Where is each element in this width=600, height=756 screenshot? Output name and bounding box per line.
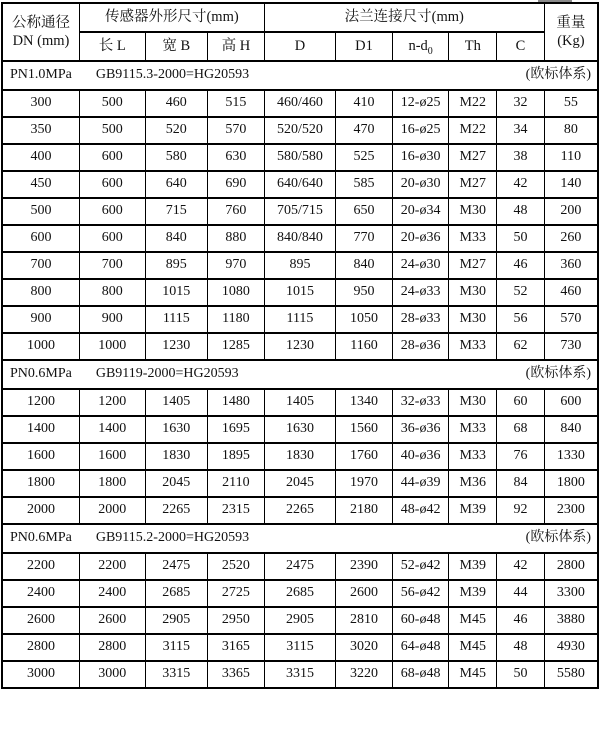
table-cell: 32-ø33 bbox=[392, 389, 449, 416]
table-cell: 1760 bbox=[336, 443, 393, 470]
table-cell: 1630 bbox=[145, 416, 208, 443]
section-pressure-label: PN1.0MPa bbox=[10, 67, 72, 83]
table-cell: 2400 bbox=[2, 580, 79, 607]
table-cell: 1015 bbox=[145, 279, 208, 306]
table-cell: 2600 bbox=[2, 607, 79, 634]
dimension-spec-table bbox=[1, 2, 599, 689]
table-row bbox=[2, 144, 598, 171]
table-cell: 840/840 bbox=[264, 225, 336, 252]
table-cell: 760 bbox=[208, 198, 265, 225]
table-cell: 2600 bbox=[79, 607, 145, 634]
table-cell: 600 bbox=[79, 225, 145, 252]
table-cell: 2180 bbox=[336, 497, 393, 524]
table-cell: 950 bbox=[336, 279, 393, 306]
table-cell: 840 bbox=[544, 416, 598, 443]
col-header-d1: D1 bbox=[336, 32, 393, 61]
table-row bbox=[2, 553, 598, 580]
table-cell: 3220 bbox=[336, 661, 393, 688]
table-cell: 585 bbox=[336, 171, 393, 198]
table-cell: 1600 bbox=[79, 443, 145, 470]
table-cell: 1230 bbox=[145, 333, 208, 360]
table-row bbox=[2, 389, 598, 416]
table-cell: 2800 bbox=[79, 634, 145, 661]
table-cell: 60-ø48 bbox=[392, 607, 449, 634]
table-cell: 770 bbox=[336, 225, 393, 252]
table-cell: 3315 bbox=[145, 661, 208, 688]
table-cell: 2265 bbox=[145, 497, 208, 524]
table-cell: 76 bbox=[497, 443, 545, 470]
table-cell: 1160 bbox=[336, 333, 393, 360]
table-cell: 50 bbox=[497, 225, 545, 252]
table-cell: 900 bbox=[2, 306, 79, 333]
table-cell: 2265 bbox=[264, 497, 336, 524]
table-cell: 2000 bbox=[79, 497, 145, 524]
table-cell: 50 bbox=[497, 661, 545, 688]
table-cell: M22 bbox=[449, 117, 497, 144]
table-cell: 410 bbox=[336, 90, 393, 117]
table-cell: 2000 bbox=[2, 497, 79, 524]
table-cell: 20-ø30 bbox=[392, 171, 449, 198]
table-cell: 40-ø36 bbox=[392, 443, 449, 470]
table-cell: 46 bbox=[497, 252, 545, 279]
table-cell: 1200 bbox=[79, 389, 145, 416]
section-header-row bbox=[2, 61, 598, 90]
table-row bbox=[2, 443, 598, 470]
table-cell: 2950 bbox=[208, 607, 265, 634]
table-cell: 68-ø48 bbox=[392, 661, 449, 688]
table-cell: 3165 bbox=[208, 634, 265, 661]
table-cell: M33 bbox=[449, 443, 497, 470]
table-cell: 600 bbox=[2, 225, 79, 252]
col-header-dn-line1: 公称通径 bbox=[11, 14, 70, 31]
table-cell: M22 bbox=[449, 90, 497, 117]
section-pressure-label: PN0.6MPa bbox=[10, 530, 72, 546]
table-cell: 400 bbox=[2, 144, 79, 171]
col-header-dn bbox=[2, 3, 79, 61]
table-cell: 1200 bbox=[2, 389, 79, 416]
table-cell: 2520 bbox=[208, 553, 265, 580]
table-cell: M30 bbox=[449, 198, 497, 225]
table-cell: 1285 bbox=[208, 333, 265, 360]
table-cell: 580/580 bbox=[264, 144, 336, 171]
section-header-inner bbox=[3, 530, 597, 546]
table-cell: 300 bbox=[2, 90, 79, 117]
table-cell: M33 bbox=[449, 225, 497, 252]
table-cell: 840 bbox=[336, 252, 393, 279]
table-cell: M45 bbox=[449, 607, 497, 634]
table-cell: 1895 bbox=[208, 443, 265, 470]
table-cell: 1330 bbox=[544, 443, 598, 470]
table-cell: 525 bbox=[336, 144, 393, 171]
table-row bbox=[2, 90, 598, 117]
table-cell: 1115 bbox=[264, 306, 336, 333]
table-cell: 2800 bbox=[2, 634, 79, 661]
table-cell: 840 bbox=[145, 225, 208, 252]
table-cell: 600 bbox=[79, 198, 145, 225]
table-cell: 2600 bbox=[336, 580, 393, 607]
table-cell: 3365 bbox=[208, 661, 265, 688]
table-cell: 800 bbox=[2, 279, 79, 306]
table-cell: 700 bbox=[2, 252, 79, 279]
table-cell: 460/460 bbox=[264, 90, 336, 117]
table-cell: 2315 bbox=[208, 497, 265, 524]
table-cell: 140 bbox=[544, 171, 598, 198]
table-cell: 460 bbox=[544, 279, 598, 306]
table-cell: 5580 bbox=[544, 661, 598, 688]
table-row bbox=[2, 634, 598, 661]
table-cell: 1180 bbox=[208, 306, 265, 333]
table-cell: 60 bbox=[497, 389, 545, 416]
table-cell: 705/715 bbox=[264, 198, 336, 225]
table-cell: 48-ø42 bbox=[392, 497, 449, 524]
table-cell: 62 bbox=[497, 333, 545, 360]
col-header-dn-line2: DN (mm) bbox=[12, 33, 70, 49]
table-cell: 56-ø42 bbox=[392, 580, 449, 607]
table-cell: 600 bbox=[79, 171, 145, 198]
table-cell: 32 bbox=[497, 90, 545, 117]
section-header-left bbox=[10, 366, 239, 382]
table-row bbox=[2, 306, 598, 333]
table-row bbox=[2, 333, 598, 360]
table-cell: 640 bbox=[145, 171, 208, 198]
table-cell: 900 bbox=[79, 306, 145, 333]
table-cell: M39 bbox=[449, 553, 497, 580]
section-note-label: (欧标体系) bbox=[525, 67, 591, 83]
table-cell: 2300 bbox=[544, 497, 598, 524]
table-cell: 80 bbox=[544, 117, 598, 144]
table-cell: 1830 bbox=[264, 443, 336, 470]
table-cell: 1000 bbox=[79, 333, 145, 360]
table-cell: 48 bbox=[497, 198, 545, 225]
table-cell: 1800 bbox=[79, 470, 145, 497]
table-cell: 500 bbox=[79, 90, 145, 117]
table-cell: 520 bbox=[145, 117, 208, 144]
table-cell: 20-ø34 bbox=[392, 198, 449, 225]
table-row bbox=[2, 117, 598, 144]
table-cell: 2045 bbox=[145, 470, 208, 497]
table-cell: 1695 bbox=[208, 416, 265, 443]
table-cell: M45 bbox=[449, 661, 497, 688]
table-cell: 2200 bbox=[2, 553, 79, 580]
section-standard-label: GB9115.3-2000=HG20593 bbox=[95, 67, 250, 83]
table-cell: 2475 bbox=[145, 553, 208, 580]
table-cell: 360 bbox=[544, 252, 598, 279]
table-cell: 1400 bbox=[79, 416, 145, 443]
table-cell: 2905 bbox=[264, 607, 336, 634]
table-cell: 16-ø25 bbox=[392, 117, 449, 144]
table-cell: M27 bbox=[449, 144, 497, 171]
table-cell: 3315 bbox=[264, 661, 336, 688]
table-cell: 650 bbox=[336, 198, 393, 225]
table-row bbox=[2, 497, 598, 524]
table-cell: 2390 bbox=[336, 553, 393, 580]
table-cell: 2800 bbox=[544, 553, 598, 580]
table-cell: 3000 bbox=[79, 661, 145, 688]
table-cell: M30 bbox=[449, 279, 497, 306]
table-cell: 970 bbox=[208, 252, 265, 279]
table-body bbox=[2, 61, 598, 688]
table-cell: 2685 bbox=[264, 580, 336, 607]
table-cell: 2905 bbox=[145, 607, 208, 634]
section-standard-label: GB9119-2000=HG20593 bbox=[95, 366, 239, 382]
table-cell: 1405 bbox=[264, 389, 336, 416]
section-standard-label: GB9115.2-2000=HG20593 bbox=[95, 530, 250, 546]
table-cell: 895 bbox=[145, 252, 208, 279]
table-cell: 110 bbox=[544, 144, 598, 171]
table-cell: 690 bbox=[208, 171, 265, 198]
col-header-nd0 bbox=[392, 32, 449, 61]
table-cell: 2475 bbox=[264, 553, 336, 580]
table-cell: 1080 bbox=[208, 279, 265, 306]
table-cell: 1480 bbox=[208, 389, 265, 416]
table-cell: 450 bbox=[2, 171, 79, 198]
table-cell: 3300 bbox=[544, 580, 598, 607]
col-header-width: 宽 B bbox=[145, 32, 208, 61]
table-row bbox=[2, 252, 598, 279]
table-cell: 580 bbox=[145, 144, 208, 171]
table-cell: 3000 bbox=[2, 661, 79, 688]
table-row bbox=[2, 171, 598, 198]
table-cell: 715 bbox=[145, 198, 208, 225]
table-cell: M30 bbox=[449, 306, 497, 333]
table-cell: 2810 bbox=[336, 607, 393, 634]
table-row bbox=[2, 225, 598, 252]
section-header-inner bbox=[3, 366, 597, 382]
table-cell: 460 bbox=[145, 90, 208, 117]
table-cell: 3880 bbox=[544, 607, 598, 634]
table-cell: 2200 bbox=[79, 553, 145, 580]
section-header-cell bbox=[2, 360, 598, 389]
table-cell: 1800 bbox=[544, 470, 598, 497]
table-cell: 52 bbox=[497, 279, 545, 306]
table-cell: 880 bbox=[208, 225, 265, 252]
table-cell: 3115 bbox=[264, 634, 336, 661]
table-cell: M33 bbox=[449, 333, 497, 360]
table-cell: 20-ø36 bbox=[392, 225, 449, 252]
table-cell: M27 bbox=[449, 252, 497, 279]
table-cell: 1970 bbox=[336, 470, 393, 497]
table-cell: 1400 bbox=[2, 416, 79, 443]
col-header-height: 高 H bbox=[208, 32, 265, 61]
table-cell: 260 bbox=[544, 225, 598, 252]
col-header-weight bbox=[544, 3, 598, 61]
table-cell: 700 bbox=[79, 252, 145, 279]
section-pressure-label: PN0.6MPa bbox=[10, 366, 72, 382]
table-cell: 52-ø42 bbox=[392, 553, 449, 580]
section-header-left bbox=[10, 530, 249, 546]
table-cell: 42 bbox=[497, 171, 545, 198]
table-cell: 1560 bbox=[336, 416, 393, 443]
table-cell: 28-ø36 bbox=[392, 333, 449, 360]
table-cell: 4930 bbox=[544, 634, 598, 661]
table-cell: 64-ø48 bbox=[392, 634, 449, 661]
table-cell: 1050 bbox=[336, 306, 393, 333]
table-cell: 44 bbox=[497, 580, 545, 607]
section-header-row bbox=[2, 360, 598, 389]
table-row bbox=[2, 661, 598, 688]
table-cell: 200 bbox=[544, 198, 598, 225]
header-row-columns bbox=[2, 32, 598, 61]
table-cell: 1115 bbox=[145, 306, 208, 333]
table-cell: 46 bbox=[497, 607, 545, 634]
col-header-sensor-group: 传感器外形尺寸(mm) bbox=[79, 3, 264, 32]
table-cell: 600 bbox=[79, 144, 145, 171]
table-row bbox=[2, 607, 598, 634]
table-cell: 895 bbox=[264, 252, 336, 279]
col-header-nd0-subscript: 0 bbox=[427, 46, 433, 58]
header-row-groups bbox=[2, 3, 598, 32]
table-cell: 1630 bbox=[264, 416, 336, 443]
table-cell: 1015 bbox=[264, 279, 336, 306]
table-cell: 2045 bbox=[264, 470, 336, 497]
table-cell: 1340 bbox=[336, 389, 393, 416]
section-note-label: (欧标体系) bbox=[525, 530, 591, 546]
col-header-length: 长 L bbox=[79, 32, 145, 61]
table-cell: 2685 bbox=[145, 580, 208, 607]
section-header-cell bbox=[2, 524, 598, 553]
table-cell: 500 bbox=[79, 117, 145, 144]
table-cell: 1405 bbox=[145, 389, 208, 416]
col-header-weight-line2: (Kg) bbox=[557, 33, 585, 49]
table-row bbox=[2, 580, 598, 607]
table-cell: 500 bbox=[2, 198, 79, 225]
table-header bbox=[2, 3, 598, 61]
table-cell: 3115 bbox=[145, 634, 208, 661]
table-cell: M39 bbox=[449, 580, 497, 607]
section-note-label: (欧标体系) bbox=[525, 366, 591, 382]
table-row bbox=[2, 279, 598, 306]
table-row bbox=[2, 416, 598, 443]
table-cell: 92 bbox=[497, 497, 545, 524]
col-header-flange-group: 法兰连接尺寸(mm) bbox=[264, 3, 544, 32]
table-row bbox=[2, 198, 598, 225]
table-cell: 38 bbox=[497, 144, 545, 171]
table-cell: 2400 bbox=[79, 580, 145, 607]
section-header-cell bbox=[2, 61, 598, 90]
col-header-weight-line1: 重量 bbox=[556, 14, 586, 31]
table-cell: 24-ø30 bbox=[392, 252, 449, 279]
table-cell: 630 bbox=[208, 144, 265, 171]
table-cell: M30 bbox=[449, 389, 497, 416]
table-cell: 16-ø30 bbox=[392, 144, 449, 171]
table-cell: 56 bbox=[497, 306, 545, 333]
table-cell: 12-ø25 bbox=[392, 90, 449, 117]
table-cell: 1600 bbox=[2, 443, 79, 470]
table-cell: 515 bbox=[208, 90, 265, 117]
table-cell: 48 bbox=[497, 634, 545, 661]
col-header-d: D bbox=[264, 32, 336, 61]
col-header-th: Th bbox=[449, 32, 497, 61]
table-cell: 1230 bbox=[264, 333, 336, 360]
table-cell: M27 bbox=[449, 171, 497, 198]
table-cell: 1800 bbox=[2, 470, 79, 497]
table-cell: 68 bbox=[497, 416, 545, 443]
table-cell: 2725 bbox=[208, 580, 265, 607]
table-cell: M39 bbox=[449, 497, 497, 524]
table-cell: 84 bbox=[497, 470, 545, 497]
table-cell: 2110 bbox=[208, 470, 265, 497]
col-header-c: C bbox=[497, 32, 545, 61]
table-cell: M36 bbox=[449, 470, 497, 497]
section-header-left bbox=[10, 67, 249, 83]
table-cell: 36-ø36 bbox=[392, 416, 449, 443]
col-header-nd0-main: n-d bbox=[408, 38, 428, 55]
table-cell: 3020 bbox=[336, 634, 393, 661]
table-cell: M33 bbox=[449, 416, 497, 443]
table-cell: 34 bbox=[497, 117, 545, 144]
table-cell: M45 bbox=[449, 634, 497, 661]
table-cell: 350 bbox=[2, 117, 79, 144]
table-row bbox=[2, 470, 598, 497]
table-cell: 1000 bbox=[2, 333, 79, 360]
table-cell: 28-ø33 bbox=[392, 306, 449, 333]
table-cell: 1830 bbox=[145, 443, 208, 470]
table-cell: 55 bbox=[544, 90, 598, 117]
scan-artifact bbox=[538, 0, 572, 2]
section-header-inner bbox=[3, 67, 597, 83]
table-cell: 800 bbox=[79, 279, 145, 306]
table-cell: 470 bbox=[336, 117, 393, 144]
table-cell: 44-ø39 bbox=[392, 470, 449, 497]
table-cell: 42 bbox=[497, 553, 545, 580]
table-cell: 600 bbox=[544, 389, 598, 416]
table-cell: 570 bbox=[208, 117, 265, 144]
table-cell: 520/520 bbox=[264, 117, 336, 144]
table-cell: 570 bbox=[544, 306, 598, 333]
table-cell: 24-ø33 bbox=[392, 279, 449, 306]
table-cell: 640/640 bbox=[264, 171, 336, 198]
section-header-row bbox=[2, 524, 598, 553]
table-cell: 730 bbox=[544, 333, 598, 360]
